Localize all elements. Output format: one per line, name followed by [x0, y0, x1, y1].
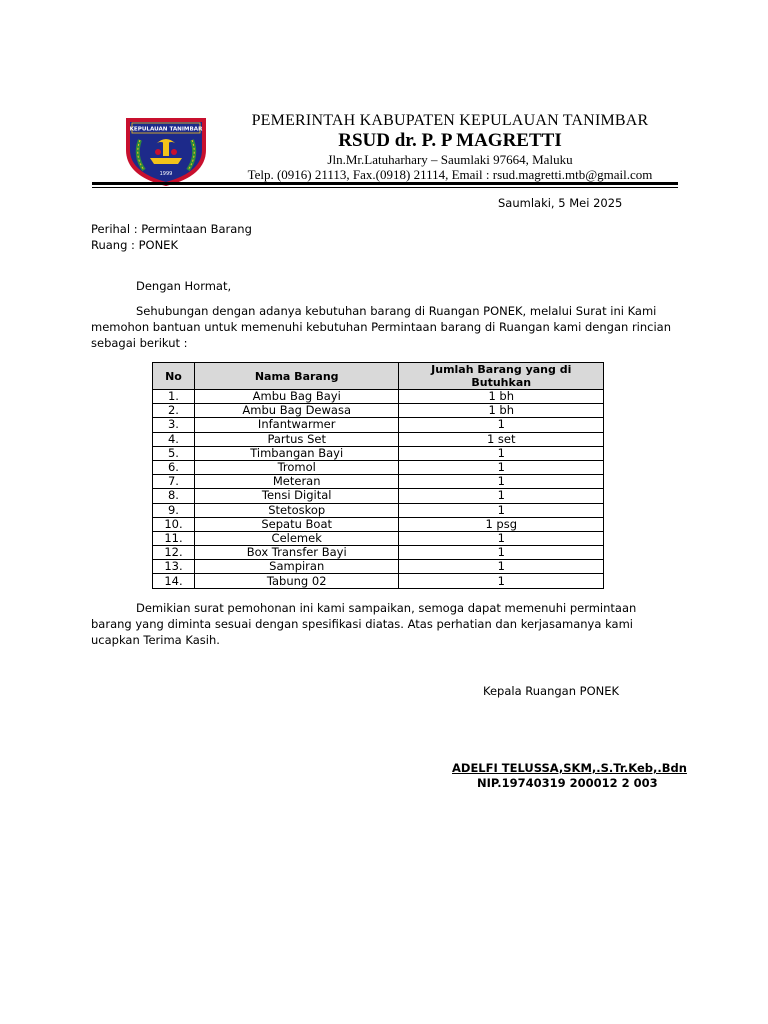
cell-no: 12.	[153, 546, 195, 560]
cell-quantity: 1	[399, 446, 604, 460]
cell-quantity: 1	[399, 489, 604, 503]
cell-quantity: 1	[399, 574, 604, 588]
cell-no: 7.	[153, 475, 195, 489]
letterhead-government-name: PEMERINTAH KABUPATEN KEPULAUAN TANIMBAR	[251, 112, 649, 129]
letterhead-hospital-name: RSUD dr. P. P MAGRETTI	[338, 130, 562, 151]
cell-item-name: Ambu Bag Bayi	[194, 390, 399, 404]
table-row	[153, 503, 604, 517]
cell-item-name: Tabung 02	[194, 574, 399, 588]
cell-item-name: Timbangan Bayi	[194, 446, 399, 460]
table-row	[153, 574, 604, 588]
cell-no: 3.	[153, 418, 195, 432]
column-header-quantity: Jumlah Barang yang di Butuhkan	[399, 363, 604, 390]
cell-item-name: Ambu Bag Dewasa	[194, 404, 399, 418]
cell-item-name: Celemek	[194, 531, 399, 545]
table-row	[153, 390, 604, 404]
cell-quantity: 1	[399, 560, 604, 574]
signature-nip: NIP.19740319 200012 2 003	[477, 776, 658, 790]
regency-emblem-icon	[120, 110, 212, 188]
table-row	[153, 460, 604, 474]
table-row	[153, 546, 604, 560]
cell-no: 6.	[153, 460, 195, 474]
room-line: Ruang : PONEK	[91, 238, 178, 252]
table-row	[153, 432, 604, 446]
column-header-no: No	[153, 363, 195, 390]
cell-quantity: 1	[399, 503, 604, 517]
greeting: Dengan Hormat,	[136, 279, 232, 293]
cell-item-name: Infantwarmer	[194, 418, 399, 432]
table-row	[153, 404, 604, 418]
signature-name: ADELFI TELUSSA,SKM,.S.Tr.Keb,.Bdn	[452, 761, 687, 775]
cell-quantity: 1	[399, 460, 604, 474]
cell-no: 4.	[153, 432, 195, 446]
cell-item-name: Sampiran	[194, 560, 399, 574]
cell-no: 9.	[153, 503, 195, 517]
table-header-row	[153, 363, 604, 390]
cell-no: 1.	[153, 390, 195, 404]
closing-paragraph	[91, 600, 676, 648]
letterhead-contact: Telp. (0916) 21113, Fax.(0918) 21114, Email : rsud.magretti.mtb@gmail.com	[247, 167, 653, 182]
letterhead-divider-thin	[92, 187, 678, 188]
logo-year-text: 1999	[159, 171, 173, 177]
cell-no: 2.	[153, 404, 195, 418]
subject-line: Perihal : Permintaan Barang	[91, 222, 252, 236]
letterhead-address: Jln.Mr.Latuharhary – Saumlaki 97664, Maluku	[327, 152, 573, 167]
logo-banner-text: KEPULAUAN TANIMBAR	[129, 126, 203, 133]
cell-item-name: Partus Set	[194, 432, 399, 446]
cell-no: 14.	[153, 574, 195, 588]
cell-quantity: 1	[399, 418, 604, 432]
intro-text: Sehubungan dengan adanya kebutuhan barang di Ruangan PONEK, melalui Surat ini Kami memohon bantuan untuk memenuhi kebutuhan Permintaan barang di Ruangan kami dengan rincian sebagai berikut :	[91, 304, 672, 350]
closing-text: Demikian surat pemohonan ini kami sampaikan, semoga dapat memenuhi permintaan barang yang diminta sesuai dengan spesifikasi diatas. Atas perhatian dan kerjasamanya kami ucapkan Terima Kasih.	[91, 601, 637, 647]
cell-quantity: 1 psg	[399, 517, 604, 531]
cell-item-name: Box Transfer Bayi	[194, 546, 399, 560]
cell-quantity: 1	[399, 546, 604, 560]
cell-quantity: 1 bh	[399, 404, 604, 418]
cell-quantity: 1 set	[399, 432, 604, 446]
cell-no: 8.	[153, 489, 195, 503]
cell-quantity: 1 bh	[399, 390, 604, 404]
table-row	[153, 531, 604, 545]
cell-quantity: 1	[399, 531, 604, 545]
cell-no: 13.	[153, 560, 195, 574]
table-row	[153, 560, 604, 574]
table-row	[153, 517, 604, 531]
letterhead	[0, 0, 768, 200]
intro-paragraph	[91, 303, 676, 351]
column-header-item-name: Nama Barang	[194, 363, 399, 390]
cell-item-name: Meteran	[194, 475, 399, 489]
items-table	[152, 362, 604, 589]
table-row	[153, 418, 604, 432]
cell-no: 5.	[153, 446, 195, 460]
cell-item-name: Sepatu Boat	[194, 517, 399, 531]
cell-quantity: 1	[399, 475, 604, 489]
cell-item-name: Tensi Digital	[194, 489, 399, 503]
cell-no: 10.	[153, 517, 195, 531]
letterhead-divider-thick	[92, 182, 678, 185]
table-row	[153, 446, 604, 460]
cell-no: 11.	[153, 531, 195, 545]
place-date: Saumlaki, 5 Mei 2025	[498, 196, 623, 210]
signature-title: Kepala Ruangan PONEK	[483, 684, 620, 698]
table-row	[153, 475, 604, 489]
cell-item-name: Stetoskop	[194, 503, 399, 517]
cell-item-name: Tromol	[194, 460, 399, 474]
table-row	[153, 489, 604, 503]
